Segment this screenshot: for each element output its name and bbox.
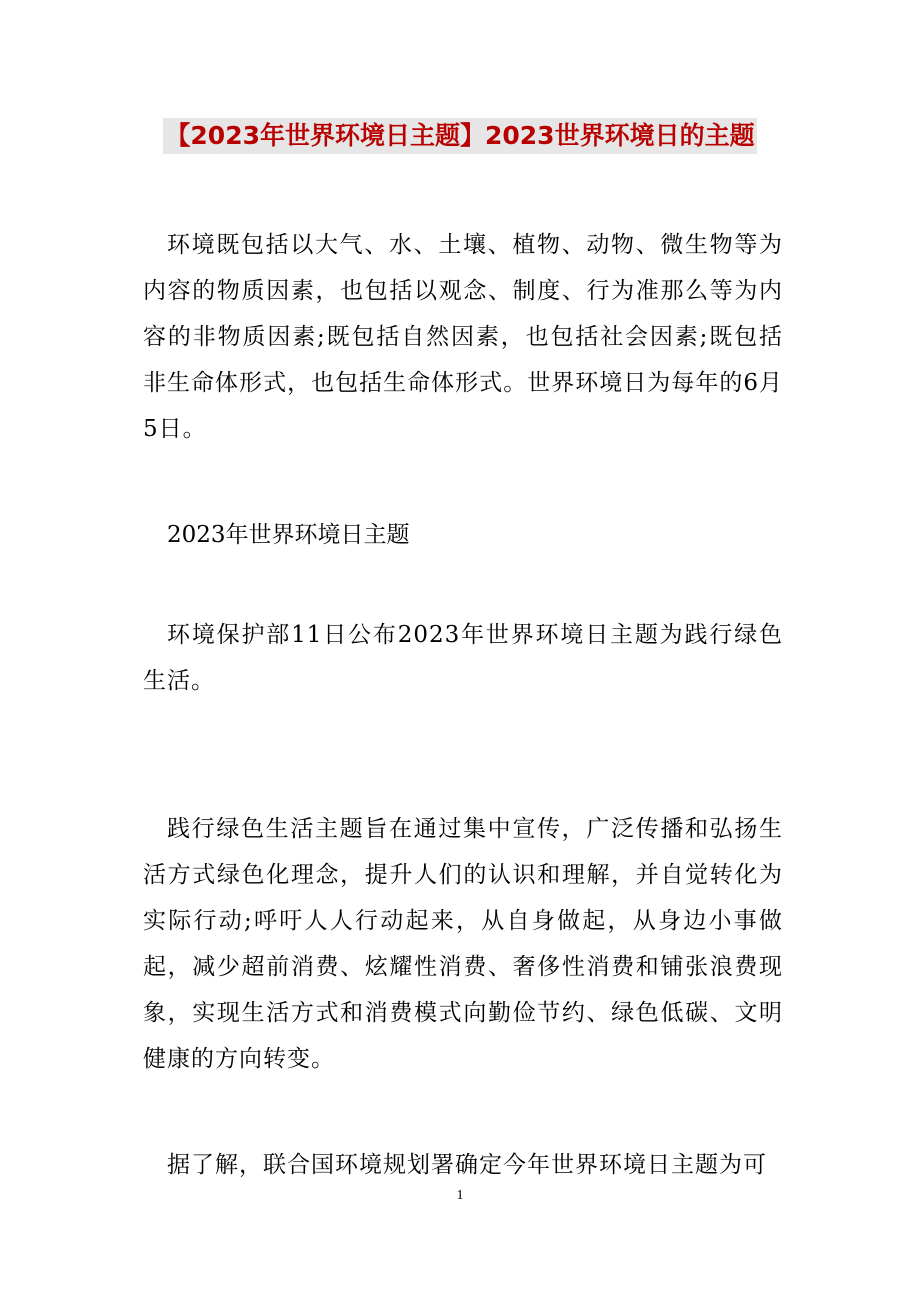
paragraph-intro: 环境既包括以大气、水、土壤、植物、动物、微生物等为内容的物质因素，也包括以观念、制度、行为准那么等为内容的非物质因素;既包括自然因素，也包括社会因素;既包括非生命体形式，也包括生命体形式。世界环境日为每年的6月5日。 (143, 232, 783, 442)
section-heading: 2023年世界环境日主题 (167, 522, 410, 548)
paragraph-theme-purpose: 践行绿色生活主题旨在通过集中宣传，广泛传播和弘扬生活方式绿色化理念，提升人们的认识和理解，并自觉转化为实际行动;呼吁人人行动起来，从自身做起，从身边小事做起，减少超前消费、炫耀性消费、奢侈性消费和铺张浪费现象，实现生活方式和消费模式向勤俭节约、绿色低碳、文明健康的方向转变。 (143, 816, 783, 1072)
document-title: 【2023年世界环境日主题】2023世界环境日的主题 (163, 118, 756, 154)
paragraph-unep: 据了解，联合国环境规划署确定今年世界环境日主题为可 (167, 1152, 767, 1178)
paragraph-theme-announcement: 环境保护部11日公布2023年世界环境日主题为践行绿色生活。 (143, 622, 783, 694)
page-number: 1 (456, 1188, 464, 1203)
title-wrap (0, 118, 920, 154)
